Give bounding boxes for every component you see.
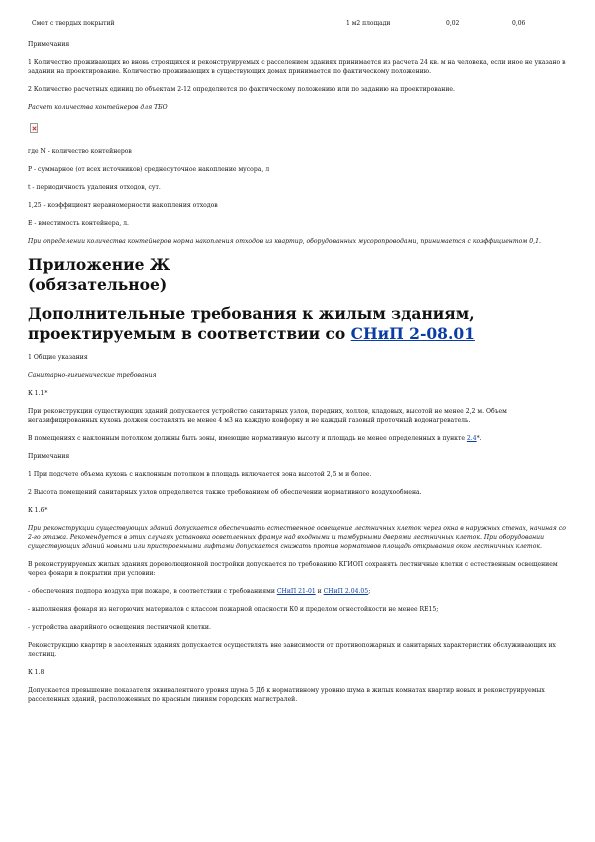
section-1-title: 1 Общие указания [28, 354, 88, 361]
clause-k-1-8-text: Допускается превышение показателя эквивалентного уровня шума 5 Дб к нормативному уровню шума в жилых комнатах квартир новых и реконструируемых расселенных зданий, расположенных по красным линиям городских магистралей. [28, 687, 545, 703]
bullet-2: - выполнения фонаря из негорючих материалов с классом пожарной опасности К0 и пределом огнестойкости не менее RE15; [28, 606, 439, 613]
calc-p: P - суммарное (от всех источников) среднесуточное накопление мусора, л [28, 166, 270, 173]
note-2-1: 1 При подсчете объема кухонь с наклонным потолком в площадь включается зона высотой 2,5 м и более. [28, 471, 372, 478]
snip-2-04-05-link[interactable]: СНиП 2.04.05 [323, 588, 369, 595]
notes-2-title: Примечания [28, 453, 70, 460]
note-2-2: 2 Высота помещений санитарных узлов определяется также требованием об обеспечении нормативного воздухообмена. [28, 489, 422, 496]
calc-title: Расчет количества контейнеров для ТБО [28, 104, 168, 111]
clause-k-1-6: К 1.6* [28, 507, 48, 514]
clause-k-1-1: К 1.1* [28, 390, 48, 397]
bullet-3: - устройства аварийного освещения лестничной клетки. [28, 624, 211, 631]
appendix-title [28, 255, 567, 295]
calc-k: 1,25 - коэффициент неравномерности накопления отходов [28, 202, 218, 209]
broken-image-icon [30, 123, 38, 133]
clause-2-4-link[interactable]: 2.4 [466, 435, 477, 442]
snip-2-08-01-link[interactable]: СНиП 2-08.01 [350, 324, 475, 343]
reconstruction-paragraph: Реконструкцию квартир в заселенных зданиях допускается осуществлять вне зависимости от противопожарных и санитарных характеристик обслуживающих их лестниц. [28, 642, 556, 658]
note-1: 1 Количество проживающих во вновь строящихся и реконструируемых с расселением зданиях принимается из расчета 24 кв. м на человека, если иное не указано в задании на проектирование. Количество проживающих в существующих домах принимается по фактическому положению. [28, 59, 566, 75]
table-cell-unit: 1 м2 площади [346, 20, 391, 27]
slope-suffix: *. [476, 435, 482, 442]
clause-k-1-1-text: При реконструкции существующих зданий допускается устройство санитарных узлов, передних, холлов, кладовых, высотой не менее 2,2 м. Объем негазифицированных кухонь должен составлять не менее 4 м3 на каждую конфорку и не каждый газовый проточный водонагреватель. [28, 408, 507, 424]
bullet-1-suffix: ; [368, 588, 371, 595]
table-row [28, 20, 567, 32]
notes-title: Примечания [28, 41, 70, 48]
clause-k-1-6-text: В реконструируемых жилых зданиях дореволюционной постройки допускается по требованию КГИОП сохранять лестничные клетки с естественным освещением через фонари в покрытии при условии: [28, 561, 558, 577]
table-cell-value-1: 0,02 [446, 20, 460, 27]
table-cell-name: Смет с твердых покрытий [32, 20, 115, 27]
bullet-1 [28, 587, 567, 596]
bullet-1-prefix: - обеспечения подпора воздуха при пожаре, в соответствии с требованиями [28, 588, 277, 595]
calc-note: При определении количества контейнеров норма накопления отходов из квартир, оборудованных мусоропроводами, принимается с коэффициентом 0,1. [28, 238, 541, 245]
clause-k-1-6-italic: При реконструкции существующих зданий допускается обеспечивать естественное освещение лестничных клеток через окна в наружных стенах, начиная со 2-го этажа. Рекомендуется в этих случаях установка осветленных фрамуг над входными и тамбурными дверями лестничных клеток. При оборудовании существующих зданий новыми или пристроенными лифтами допускается снижать против нормативов площадь открывания окон лестничных клеток. [28, 525, 566, 550]
note-2: 2 Количество расчетных единиц по объектам 2-12 определяется по фактическому положению или по заданию на проектирование. [28, 86, 455, 93]
slope-paragraph [28, 434, 567, 443]
appendix-heading-line-1: Дополнительные требования к жилым зданиям, [28, 304, 475, 323]
document-body [28, 40, 567, 713]
section-1-subtitle: Санитарно-гигиенические требования [28, 372, 157, 379]
appendix-heading-prefix: проектируемым в соответствии со [28, 324, 351, 343]
bullet-1-mid: и [315, 588, 324, 595]
clause-k-1-8: К 1.8 [28, 669, 45, 676]
slope-prefix: В помещениях с наклонным потолком должны быть зоны, имеющие нормативную высоту и площадь не менее определенных в пункте [28, 435, 467, 442]
calc-e: E - вместимость контейнера, л. [28, 220, 129, 227]
table-cell-value-2: 0,06 [512, 20, 526, 27]
appendix-title-line-1: Приложение Ж [28, 255, 171, 274]
calc-where: где N - количество контейнеров [28, 148, 132, 155]
appendix-heading [28, 304, 567, 344]
appendix-title-line-2: (обязательное) [28, 275, 168, 294]
snip-21-01-link[interactable]: СНиП 21-01 [276, 588, 316, 595]
calc-t: t - периодичность удаления отходов, сут. [28, 184, 161, 191]
